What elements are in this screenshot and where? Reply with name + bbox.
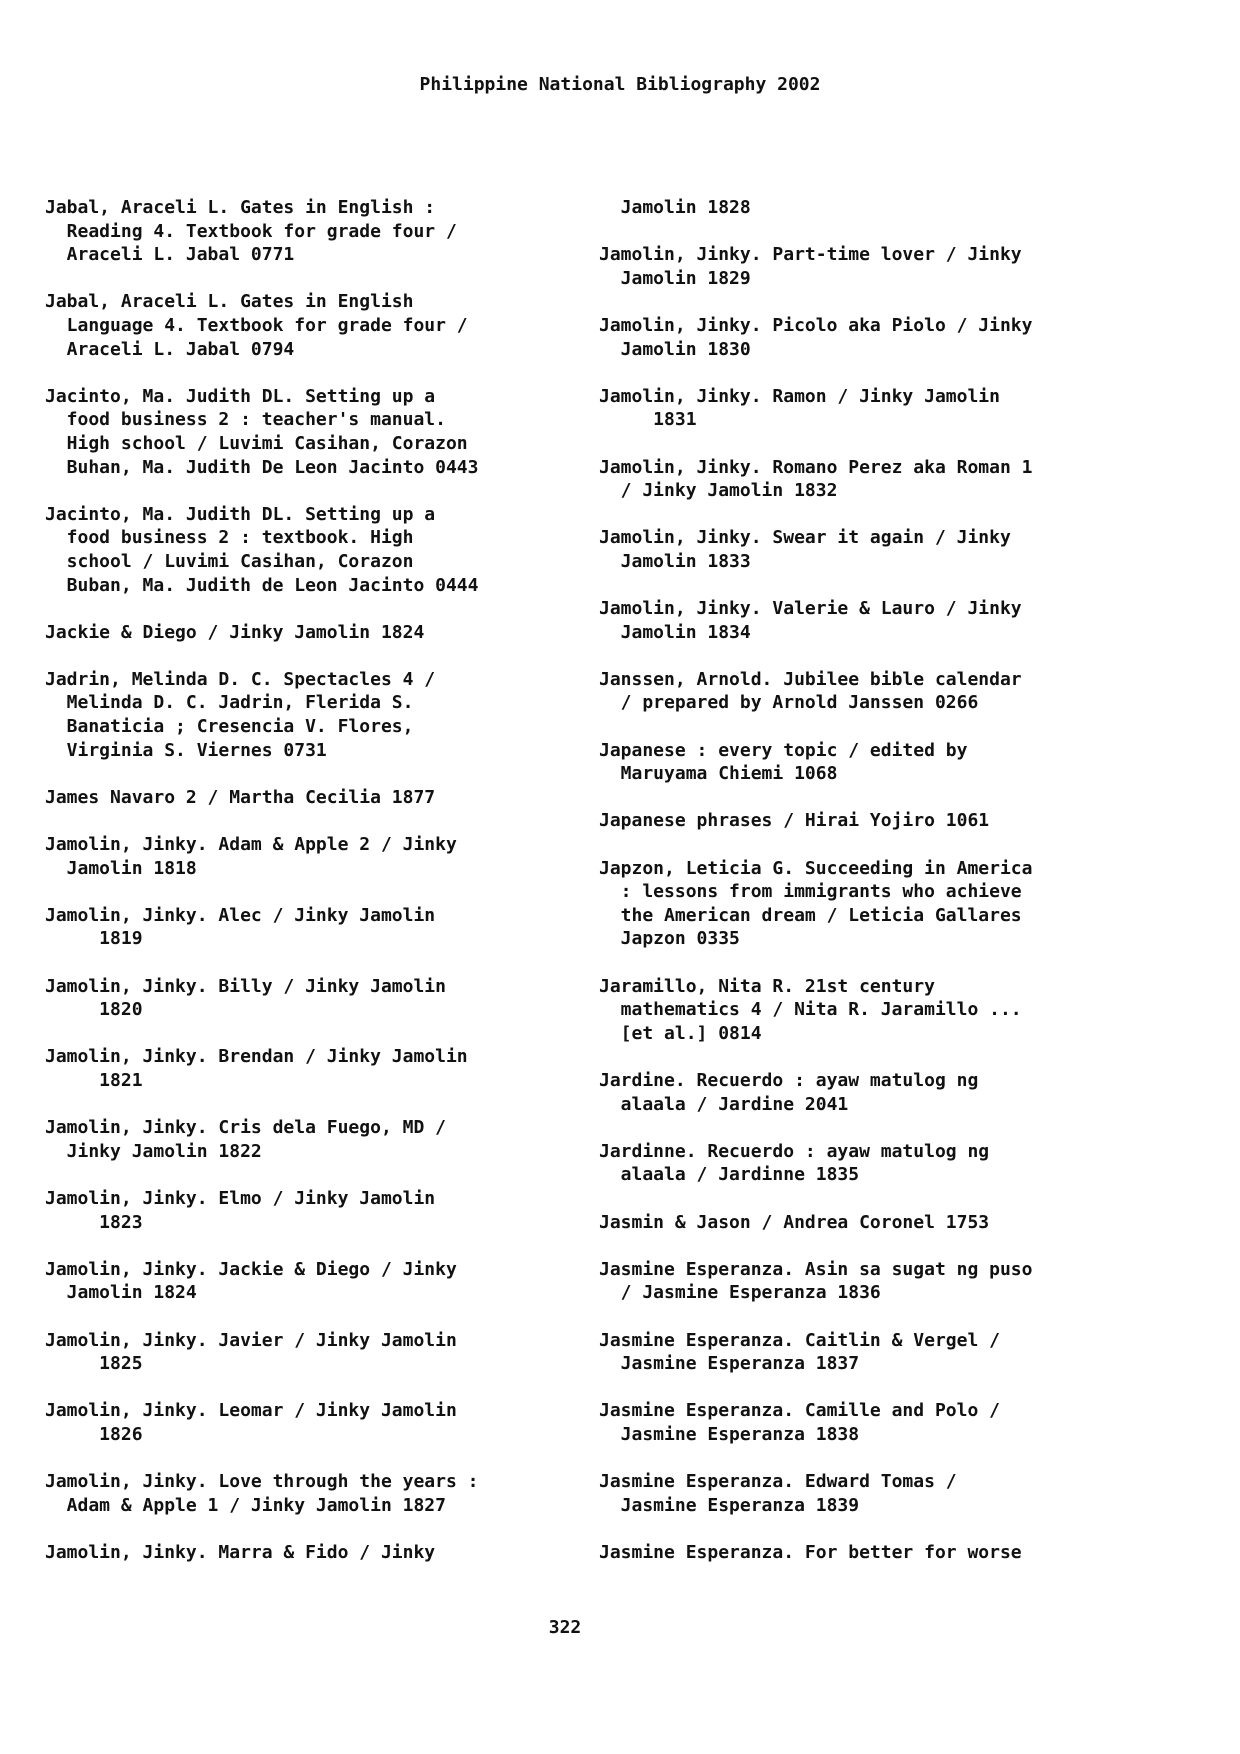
index-entry: Jasmine Esperanza. Edward Tomas / Jasmine Esperanza 1839 [599, 1471, 957, 1516]
index-entry: Jamolin 1828 [599, 197, 751, 218]
index-entry: Jardine. Recuerdo : ayaw matulog ng alaala / Jardine 2041 [599, 1069, 979, 1115]
page-title: Philippine National Bibliography 2002 [419, 74, 821, 95]
index-entry: Jasmin & Jason / Andrea Coronel 1753 [599, 1211, 990, 1233]
index-entry: Jadrin, Melinda D. C. Spectacles 4 / Melinda D. C. Jadrin, Flerida S. Banaticia ; Cresencia V. Flores, Virginia S. Viernes 0731 [45, 668, 436, 761]
index-entry: Jamolin, Jinky. Brendan / Jinky Jamolin 1821 [45, 1046, 468, 1091]
index-entry: Japzon, Leticia G. Succeeding in America : lessons from immigrants who achieve the American dream / Leticia Gallares Japzon 0335 [599, 857, 1033, 950]
index-entry: Japanese phrases / Hirai Yojiro 1061 [599, 810, 990, 832]
index-entry: Jamolin, Jinky. Part-time lover / Jinky Jamolin 1829 [599, 244, 1022, 289]
index-entry: Jasmine Esperanza. Caitlin & Vergel / Jasmine Esperanza 1837 [599, 1329, 1000, 1375]
right-column [599, 196, 1159, 1588]
index-entry: James Navaro 2 / Martha Cecilia 1877 [45, 786, 436, 808]
index-entry: Jacinto, Ma. Judith DL. Setting up a food business 2 : teacher's manual. High school / Luvimi Casihan, Corazon Buhan, Ma. Judith De Leon Jacinto 0443 [45, 385, 479, 478]
index-entry: Jamolin, Jinky. Elmo / Jinky Jamolin 1823 [45, 1187, 436, 1233]
index-entry: Jamolin, Jinky. Swear it again / Jinky Jamolin 1833 [599, 527, 1011, 572]
index-entry: Jamolin, Jinky. Cris dela Fuego, MD / Jinky Jamolin 1822 [45, 1117, 446, 1162]
left-column [45, 196, 605, 1588]
index-entry: Jamolin, Jinky. Valerie & Lauro / Jinky Jamolin 1834 [599, 598, 1022, 643]
index-entry: Jasmine Esperanza. For better for worse [599, 1541, 1022, 1563]
index-entry: Jamolin, Jinky. Billy / Jinky Jamolin 1820 [45, 975, 446, 1021]
index-entry: Jamolin, Jinky. Romano Perez aka Roman 1 / Jinky Jamolin 1832 [599, 456, 1033, 502]
index-entry: Jamolin, Jinky. Javier / Jinky Jamolin 1825 [45, 1329, 457, 1375]
index-entry: Jackie & Diego / Jinky Jamolin 1824 [45, 621, 425, 643]
index-entry: Jamolin, Jinky. Marra & Fido / Jinky [45, 1541, 436, 1563]
index-entry: Jasmine Esperanza. Asin sa sugat ng puso / Jasmine Esperanza 1836 [599, 1258, 1033, 1304]
index-entry: Jamolin, Jinky. Alec / Jinky Jamolin 1819 [45, 904, 436, 950]
index-entry: Jamolin, Jinky. Leomar / Jinky Jamolin 1826 [45, 1400, 457, 1445]
index-columns [45, 196, 1195, 1576]
index-entry: Jamolin, Jinky. Picolo aka Piolo / Jinky Jamolin 1830 [599, 314, 1033, 360]
index-entry: Jamolin, Jinky. Jackie & Diego / Jinky Jamolin 1824 [45, 1258, 457, 1304]
index-entry: Jamolin, Jinky. Love through the years : Adam & Apple 1 / Jinky Jamolin 1827 [45, 1471, 479, 1516]
index-entry: Jasmine Esperanza. Camille and Polo / Jasmine Esperanza 1838 [599, 1400, 1000, 1445]
index-entry: Jaramillo, Nita R. 21st century mathematics 4 / Nita R. Jaramillo ... [et al.] 0814 [599, 975, 1022, 1044]
index-entry: Jabal, Araceli L. Gates in English Language 4. Textbook for grade four / Araceli L. Jabal 0794 [45, 291, 468, 360]
page-number: 322 [548, 1617, 582, 1638]
index-entry: Jamolin, Jinky. Ramon / Jinky Jamolin 1831 [599, 385, 1000, 431]
index-entry: Jardinne. Recuerdo : ayaw matulog ng alaala / Jardinne 1835 [599, 1140, 990, 1186]
index-entry: Janssen, Arnold. Jubilee bible calendar / prepared by Arnold Janssen 0266 [599, 668, 1022, 714]
index-entry: Japanese : every topic / edited by Maruyama Chiemi 1068 [599, 739, 968, 785]
index-entry: Jamolin, Jinky. Adam & Apple 2 / Jinky Jamolin 1818 [45, 834, 457, 879]
index-entry: Jabal, Araceli L. Gates in English : Reading 4. Textbook for grade four / Araceli L. Jabal 0771 [45, 197, 457, 266]
index-entry: Jacinto, Ma. Judith DL. Setting up a food business 2 : textbook. High school / Luvimi Casihan, Corazon Buban, Ma. Judith de Leon Jacinto 0444 [45, 503, 479, 596]
